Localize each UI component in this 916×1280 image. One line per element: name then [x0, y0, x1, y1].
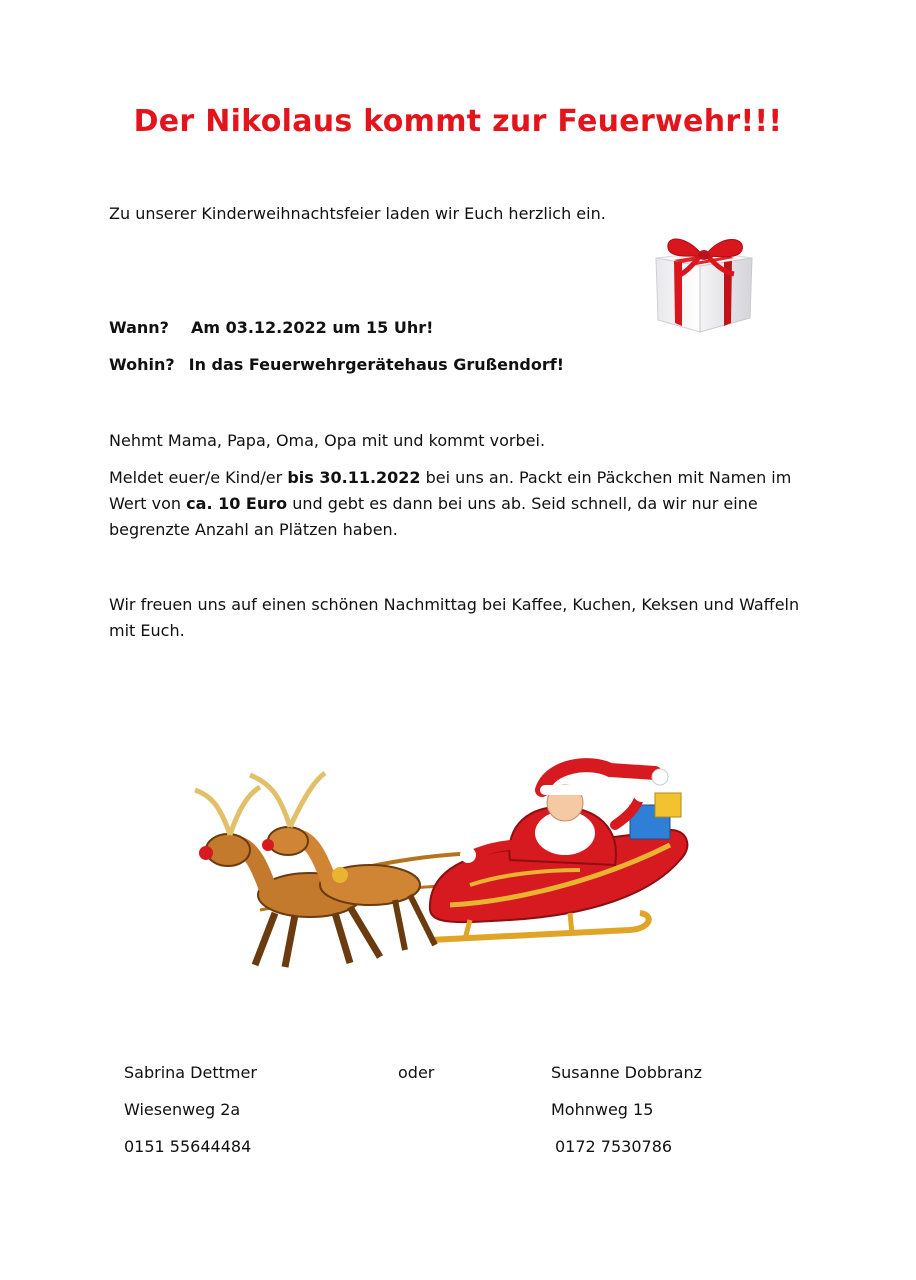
where-value: In das Feuerwehrgerätehaus Grußendorf! — [188, 355, 564, 374]
intro-text: Zu unserer Kinderweihnachtsfeier laden wir Euch herzlich ein. — [109, 204, 606, 223]
contact-left-name: Sabrina Dettmer — [124, 1063, 257, 1082]
gift-value: ca. 10 Euro — [186, 494, 288, 513]
gift-box-icon — [648, 232, 760, 336]
contact-left-phone: 0151 55644484 — [124, 1137, 252, 1156]
when-value: Am 03.12.2022 um 15 Uhr! — [190, 318, 434, 337]
when-label: Wann? — [109, 318, 169, 337]
contact-right-phone: 0172 7530786 — [555, 1137, 673, 1156]
registration-paragraph: Meldet euer/e Kind/er bis 30.11.2022 bei uns an. Packt ein Päckchen mit Namen im Wert von ca. 10 Euro und gebt es dann bei uns ab. Seid schnell, da wir nur eine begrenzte Anzahl an Plätzen haben. — [109, 468, 792, 539]
page-title: Der Nikolaus kommt zur Feuerwehr!!! — [133, 104, 783, 139]
contact-right-street: Mohnweg 15 — [551, 1100, 654, 1119]
santa-sleigh-reindeer-illustration — [110, 735, 710, 1005]
when-row — [109, 315, 433, 341]
bring-family-text: Nehmt Mama, Papa, Oma, Opa mit und kommt vorbei. — [109, 431, 546, 450]
where-row — [109, 352, 564, 378]
where-label: Wohin? — [109, 355, 175, 374]
contact-separator: oder — [398, 1063, 435, 1082]
deadline-date: bis 30.11.2022 — [287, 468, 421, 487]
closing-paragraph: Wir freuen uns auf einen schönen Nachmittag bei Kaffee, Kuchen, Keksen und Waffeln mit Euch. — [109, 595, 800, 640]
contact-left-street: Wiesenweg 2a — [124, 1100, 241, 1119]
contact-right-name: Susanne Dobbranz — [551, 1063, 702, 1082]
